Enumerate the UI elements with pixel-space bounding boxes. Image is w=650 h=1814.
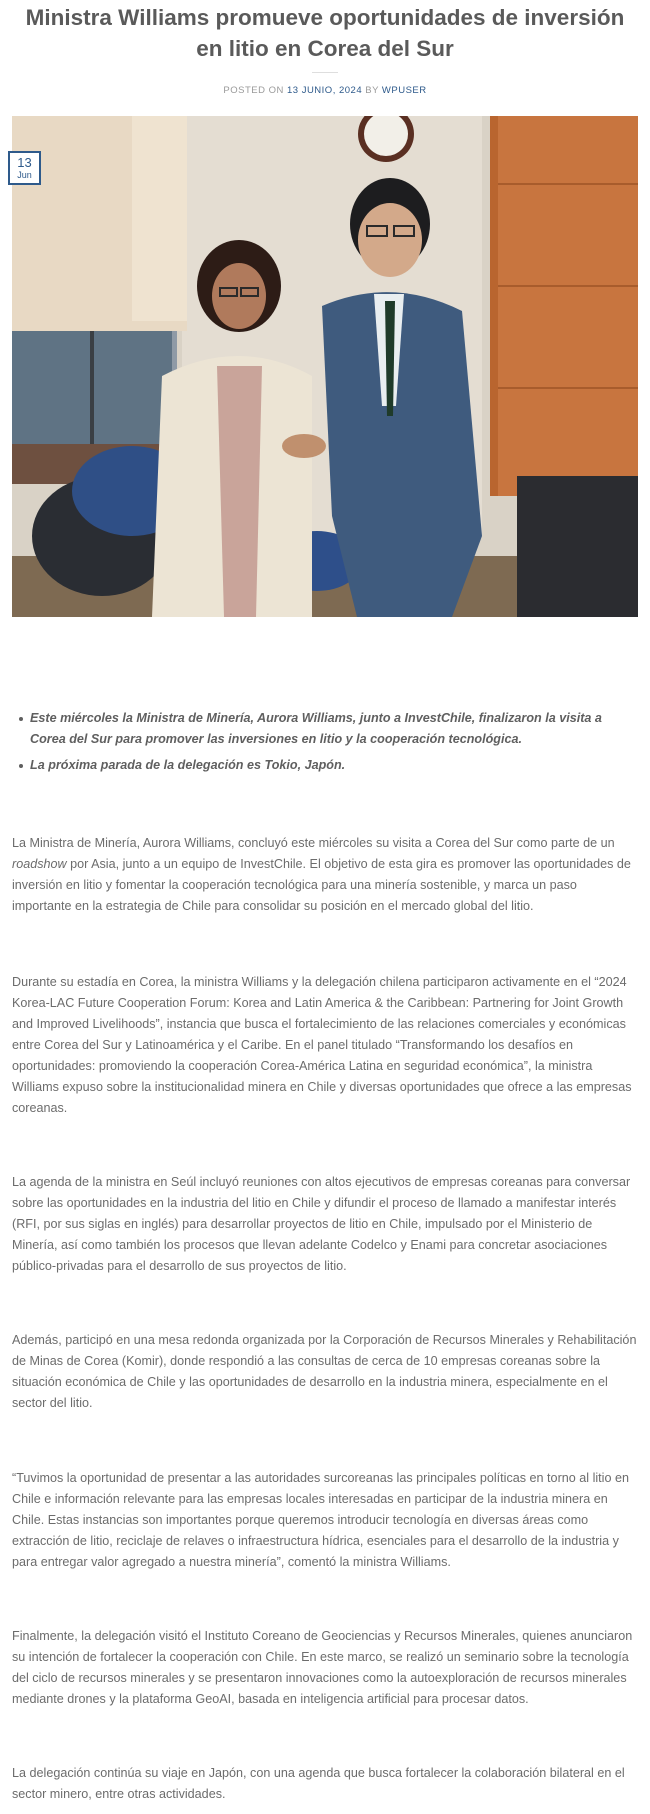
posted-on-label: POSTED ON [223,85,284,96]
paragraph-text: La Ministra de Minería, Aurora Williams, concluyó este miércoles su visita a Corea del Sur como parte de un [12,836,615,850]
title-divider [312,72,338,73]
article-paragraph: La delegación continúa su viaje en Japón, con una agenda que busca fortalecer la colaboración bilateral en el sector minero, entre otras actividades. [12,1766,625,1801]
article-paragraph: Durante su estadía en Corea, la ministra Williams y la delegación chilena participaron activamente en el “2024 Korea-LAC Future Cooperation Forum: Korea and Latin America & the Caribbean: Partnering for Joint Growth and Improved Livelihoods”, instancia que busca el fortalecimiento de las relaciones comerciales y económicas entre Corea del Sur y Latinoamérica y el Caribe. En el panel titulado “Transformando los desafíos en oportunidades: promoviendo la cooperación Corea-América Latina en seguridad económica”, la ministra Williams expuso sobre la institucionalidad minera en Chile y diversas oportunidades que ofrece a las empresas coreanas. [12,975,632,1115]
post-date-link[interactable]: 13 JUNIO, 2024 [286,85,363,96]
summary-list [0,708,650,781]
article-title: Ministra Williams promueve oportunidades de inversión en litio en Corea del Sur [25,5,625,61]
summary-item: La próxima parada de la delegación es Tokio, Japón. [0,755,650,776]
paragraph-text: por Asia, junto a un equipo de InvestChile. El objetivo de esta gira es promover las oportunidades de inversión en litio y fomentar la cooperación tecnológica para una minería sostenible, y marca un paso importante en la estrategia de Chile para consolidar su posición en el mercado global del litio. [12,857,631,913]
date-badge [8,151,41,185]
article-paragraph: Además, participó en una mesa redonda organizada por la Corporación de Recursos Minerales y Rehabilitación de Minas de Corea (Komir), donde respondió a las consultas de cerca de 10 empresas coreanas sobre la situación económica de Chile y las oportunidades de desarrollo en la industria minera, especialmente en el sector del litio. [12,1333,637,1410]
emphasis-text: roadshow [12,857,67,871]
date-badge-month: Jun [17,170,32,180]
by-label: BY [365,85,379,96]
featured-photo [12,116,638,617]
summary-item: Este miércoles la Ministra de Minería, Aurora Williams, junto a InvestChile, finalizaron la visita a Corea del Sur para promover las inversiones en litio y la cooperación tecnológica. [0,708,650,750]
author-link[interactable]: WPUSER [381,85,427,96]
post-meta [0,85,650,96]
article-paragraph: “Tuvimos la oportunidad de presentar a las autoridades surcoreanas las principales políticas en torno al litio en Chile e información relevante para las empresas locales interesadas en participar de la industria minera en Chile. Estas instancias son importantes porque queremos introducir tecnología en diversas áreas como extracción de litio, reciclaje de relaves o infraestructura hídrica, esenciales para el desarrollo de la industria y para entregar valor agregado a nuestra minería”, comentó la ministra Williams. [12,1471,629,1569]
article-paragraph: Finalmente, la delegación visitó el Instituto Coreano de Geociencias y Recursos Minerales, quienes anunciaron su intención de fortalecer la cooperación con Chile. En este marco, se realizó un seminario sobre la tecnología del ciclo de recursos minerales y se presentaron innovaciones como la autoexploración de recursos minerales mediante drones y la plataforma GeoAI, basada en inteligencia artificial para procesar datos. [12,1629,633,1706]
date-badge-day: 13 [17,155,32,170]
article-paragraph [12,833,638,917]
article-paragraph: La agenda de la ministra en Seúl incluyó reuniones con altos ejecutivos de empresas coreanas para conversar sobre las oportunidades en la industria del litio en Chile y difundir el proceso de llamado a manifestar interés (RFI, por sus siglas en inglés) para desarrollar proyectos de litio en Chile, impulsado por el Ministerio de Minería, así como también los procesos que llevan adelante Codelco y Enami para concretar asociaciones público-privadas para el desarrollo de sus proyectos de litio. [12,1175,631,1273]
